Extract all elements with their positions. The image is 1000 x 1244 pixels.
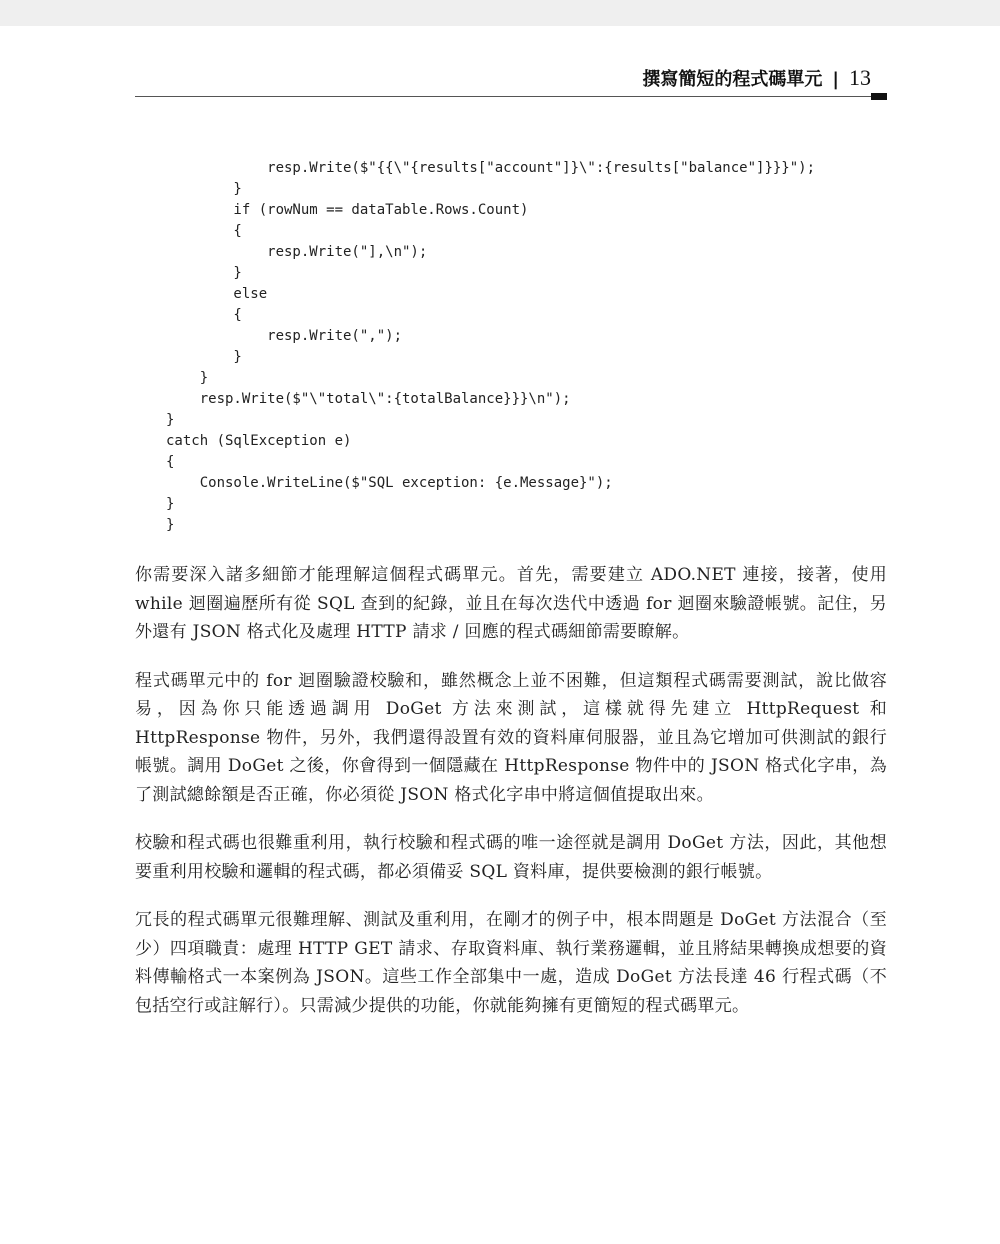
- code-line: }: [166, 517, 175, 533]
- chapter-title: 撰寫簡短的程式碼單元: [642, 69, 823, 90]
- header-right: [642, 65, 871, 91]
- code-line: }: [166, 370, 209, 386]
- code-line: resp.Write($"{{\"{results["account"]}\":{results["balance"]}}}");: [166, 160, 816, 176]
- code-line: {: [166, 223, 242, 239]
- paragraph: 程式碼單元中的 for 迴圈驗證校驗和，雖然概念上並不困難，但這類程式碼需要測試，說比做容易，因為你只能透過調用 DoGet 方法來測試，這樣就得先建立 HttpRequest 和 HttpResponse 物件，另外，我們還得設置有效的資料庫伺服器，並且為它增加可供測試的銀行帳號。調用 DoGet 之後，你會得到一個隱藏在 HttpResponse 物件中的 JSON 格式化字串，為了測試總餘額是否正確，你必須從 JSON 格式化字串中將這個值提取出來。: [135, 670, 887, 805]
- code-line: resp.Write(",");: [166, 328, 403, 344]
- header-separator: |: [832, 69, 839, 90]
- code-line: }: [166, 349, 242, 365]
- code-line: resp.Write($"\"total\":{totalBalance}}}\n");: [166, 391, 571, 407]
- code-listing: [166, 158, 815, 536]
- page-number: 13: [849, 65, 871, 90]
- paragraph: 校驗和程式碼也很難重利用，執行校驗和程式碼的唯一途徑就是調用 DoGet 方法，因此，其他想要重利用校驗和邏輯的程式碼，都必須備妥 SQL 資料庫，提供要檢測的銀行帳號。: [135, 833, 887, 882]
- top-strip: [0, 0, 1000, 26]
- body-text: [135, 561, 887, 1040]
- header-mark: [871, 93, 887, 100]
- code-line: else: [166, 286, 268, 302]
- code-line: if (rowNum == dataTable.Rows.Count): [166, 202, 529, 218]
- page-header: [135, 62, 887, 97]
- code-line: {: [166, 307, 242, 323]
- paragraph: 冗長的程式碼單元很難理解、測試及重利用，在剛才的例子中，根本問題是 DoGet 方法混合（至少）四項職責：處理 HTTP GET 請求、存取資料庫、執行業務邏輯，並且將結果轉換成想要的資料傳輸格式一本案例為 JSON。這些工作全部集中一處，造成 DoGet 方法長達 46 行程式碼（不包括空行或註解行）。只需減少提供的功能，你就能夠擁有更簡短的程式碼單元。: [135, 910, 887, 1016]
- code-line: resp.Write("],\n");: [166, 244, 428, 260]
- code-line: catch (SqlException e): [166, 433, 352, 449]
- code-line: Console.WriteLine($"SQL exception: {e.Message}");: [166, 475, 613, 491]
- code-line: }: [166, 181, 242, 197]
- code-line: }: [166, 265, 242, 281]
- code-line: {: [166, 454, 175, 470]
- paragraph: 你需要深入諸多細節才能理解這個程式碼單元。首先，需要建立 ADO.NET 連接，接著，使用 while 迴圈遍歷所有從 SQL 查到的紀錄，並且在每次迭代中透過 for 迴圈來驗證帳號。記住，另外還有 JSON 格式化及處理 HTTP 請求 / 回應的程式碼細節需要瞭解。: [135, 565, 887, 642]
- code-line: }: [166, 412, 175, 428]
- code-line: }: [166, 496, 175, 512]
